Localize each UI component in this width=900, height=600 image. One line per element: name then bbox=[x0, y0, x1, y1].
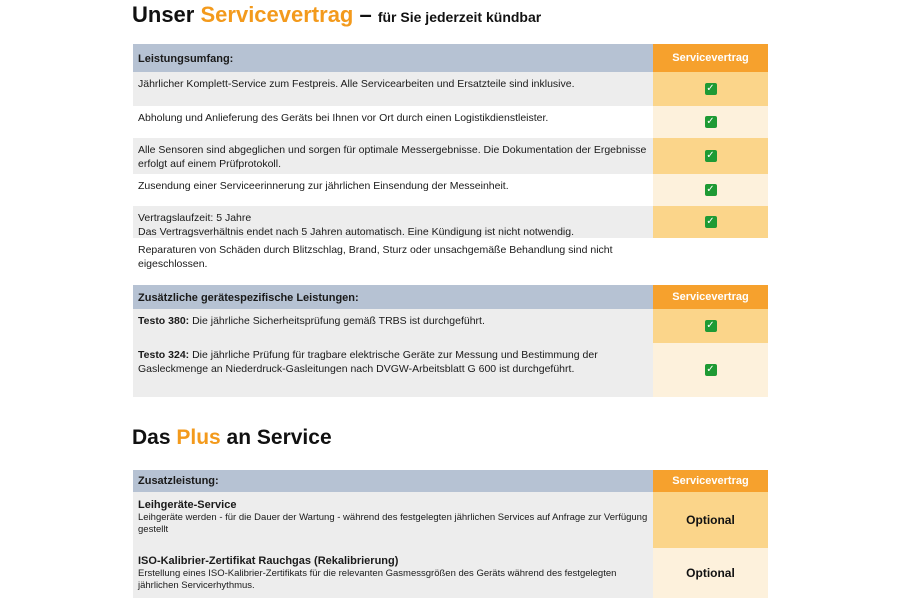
services-table bbox=[133, 44, 768, 278]
row-text: Die jährliche Sicherheitsprüfung gemäß TRBS ist durchgeführt. bbox=[189, 315, 485, 327]
additional-services-header bbox=[133, 470, 768, 492]
check-icon: ✓ bbox=[706, 216, 715, 227]
optional-label: Optional bbox=[686, 513, 735, 527]
exclusion-note: Reparaturen von Schäden durch Blitzschlag, Brand, Sturz oder unsachgemäße Behandlung sind nicht eigeschlossen. bbox=[133, 238, 653, 278]
check-icon: ✓ bbox=[706, 116, 715, 127]
device-services-header bbox=[133, 285, 768, 309]
service-name: Leihgeräte-Service bbox=[138, 499, 237, 511]
main-title-dash: – bbox=[353, 2, 378, 27]
table-row bbox=[133, 174, 768, 206]
table-row bbox=[133, 106, 768, 138]
header-servicevertrag: Servicevertrag bbox=[653, 44, 768, 72]
services-table-header bbox=[133, 44, 768, 72]
table-row bbox=[133, 72, 768, 106]
plus-title-accent: Plus bbox=[176, 426, 221, 449]
contract-term: Vertragslaufzeit: 5 Jahre bbox=[138, 212, 252, 224]
service-description: Leihgeräte werden - für die Dauer der Wartung - während des festgelegten jährlichen Services auf Anfrage zur Verfügung gestellt bbox=[138, 512, 648, 535]
plus-title-prefix: Das bbox=[132, 426, 177, 449]
device-label: Testo 380: bbox=[138, 315, 190, 327]
header-scope: Leistungsumfang: bbox=[133, 44, 653, 72]
header-additional: Zusatzleistung: bbox=[133, 470, 653, 492]
table-row bbox=[133, 492, 768, 548]
row-text: Zusendung einer Serviceerinnerung zur jährlichen Einsendung der Messeinheit. bbox=[133, 174, 653, 206]
main-title-accent: Servicevertrag bbox=[200, 2, 354, 27]
check-icon: ✓ bbox=[706, 364, 715, 375]
table-row bbox=[133, 138, 768, 174]
additional-services-table bbox=[133, 470, 768, 598]
table-row bbox=[133, 343, 768, 397]
table-row bbox=[133, 309, 768, 343]
header-device-services: Zusätzliche gerätespezifische Leistungen: bbox=[133, 285, 653, 309]
table-row bbox=[133, 238, 768, 278]
service-description: Erstellung eines ISO-Kalibrier-Zertifikats für die relevanten Gasmessgrößen des Geräts während des festgelegten jährlichen Servicerhythmus. bbox=[138, 568, 617, 591]
row-text: Die jährliche Prüfung für tragbare elektrische Geräte zur Messung und Bestimmung der Gasleckmenge an Niederdruck-Gasleitungen nach DVGW-Arbeitsblatt G 600 ist durchgeführt. bbox=[138, 349, 598, 375]
plus-service-title bbox=[132, 426, 332, 450]
main-title-subtitle: für Sie jederzeit kündbar bbox=[377, 9, 542, 25]
device-services-table bbox=[133, 285, 768, 397]
row-text: Abholung und Anlieferung des Geräts bei Ihnen vor Ort durch einen Logistikdienstleister. bbox=[133, 106, 653, 138]
check-icon: ✓ bbox=[706, 150, 715, 161]
table-row bbox=[133, 206, 768, 238]
check-icon: ✓ bbox=[706, 83, 715, 94]
check-icon: ✓ bbox=[706, 184, 715, 195]
main-title bbox=[132, 2, 541, 28]
header-servicevertrag: Servicevertrag bbox=[653, 470, 768, 492]
device-label: Testo 324: bbox=[138, 349, 190, 361]
row-text: Alle Sensoren sind abgeglichen und sorgen für optimale Messergebnisse. Die Dokumentation der Ergebnisse erfolgt auf einem Prüfprotokoll. bbox=[133, 138, 653, 174]
table-row bbox=[133, 548, 768, 598]
check-icon: ✓ bbox=[706, 320, 715, 331]
plus-title-suffix: an Service bbox=[220, 426, 332, 449]
main-title-prefix: Unser bbox=[132, 2, 201, 27]
contract-term-note: Das Vertragsverhältnis endet nach 5 Jahren automatisch. Eine Kündigung ist nicht notwendig. bbox=[138, 226, 575, 238]
service-name: ISO-Kalibrier-Zertifikat Rauchgas (Rekalibrierung) bbox=[138, 555, 399, 567]
header-servicevertrag: Servicevertrag bbox=[653, 285, 768, 309]
row-text: Jährlicher Komplett-Service zum Festpreis. Alle Servicearbeiten und Ersatzteile sind inklusive. bbox=[133, 72, 653, 106]
optional-label: Optional bbox=[686, 566, 735, 580]
